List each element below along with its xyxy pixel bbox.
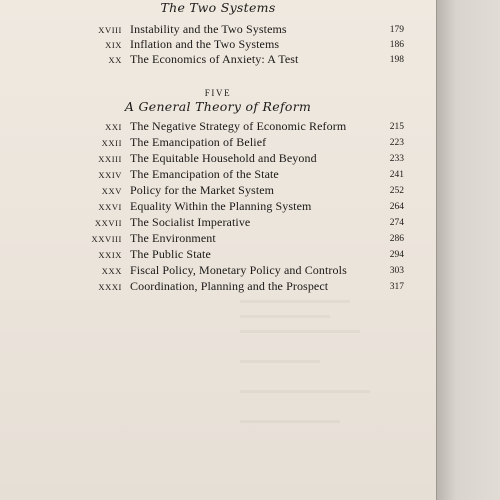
page-number: 215 xyxy=(389,122,404,132)
chapter-number: XXX xyxy=(101,266,122,276)
toc-entry[interactable] xyxy=(40,215,416,230)
show-through-text xyxy=(240,390,370,393)
page-number: 198 xyxy=(389,55,404,65)
chapter-title: The Emancipation of Belief xyxy=(130,135,267,149)
page-number: 233 xyxy=(389,154,404,164)
chapter-title: The Economics of Anxiety: A Test xyxy=(130,52,299,66)
chapter-title: Equality Within the Planning System xyxy=(130,199,312,213)
toc-entry[interactable] xyxy=(40,37,416,52)
chapter-number: XXIV xyxy=(98,170,122,180)
chapter-title: The Negative Strategy of Economic Reform xyxy=(130,119,347,133)
chapter-title: Policy for the Market System xyxy=(130,183,275,197)
toc-entry[interactable] xyxy=(40,167,416,182)
page-number: 241 xyxy=(389,170,404,180)
show-through-text xyxy=(240,420,340,423)
page-number: 294 xyxy=(389,250,404,260)
toc-entry[interactable] xyxy=(40,199,416,214)
toc-entry[interactable] xyxy=(40,263,416,278)
chapter-number: XXIII xyxy=(98,154,122,164)
toc-entry[interactable] xyxy=(40,151,416,166)
chapter-title: The Public State xyxy=(130,247,211,261)
toc-entry[interactable] xyxy=(40,247,416,262)
part-title: The Two Systems xyxy=(160,0,276,15)
chapter-title: Coordination, Planning and the Prospect xyxy=(130,279,329,293)
page-number: 186 xyxy=(389,40,404,50)
chapter-number: XXI xyxy=(105,122,122,132)
page-number: 317 xyxy=(389,282,404,292)
show-through-text xyxy=(240,300,350,303)
chapter-number: XXVIII xyxy=(91,234,122,244)
chapter-number: XXII xyxy=(101,138,122,148)
chapter-number: XIX xyxy=(105,40,122,50)
chapter-title: The Environment xyxy=(130,231,216,245)
page-number: 252 xyxy=(389,186,404,196)
toc-entry[interactable] xyxy=(40,52,416,67)
toc-entry[interactable] xyxy=(40,135,416,150)
chapter-number: XXXI xyxy=(98,282,122,292)
chapter-number: XVIII xyxy=(98,25,122,35)
part-title: A General Theory of Reform xyxy=(124,99,312,114)
show-through-text xyxy=(240,315,330,318)
chapter-number: XXV xyxy=(101,186,122,196)
chapter-title: Fiscal Policy, Monetary Policy and Controls xyxy=(130,263,347,277)
page-number: 303 xyxy=(389,266,404,276)
page-number: 179 xyxy=(389,25,404,35)
page-number: 286 xyxy=(389,234,404,244)
chapter-title: The Socialist Imperative xyxy=(130,215,251,229)
adjacent-page-edge xyxy=(436,0,500,500)
toc-entry[interactable] xyxy=(40,279,416,294)
page-number: 264 xyxy=(389,202,404,212)
chapter-title: The Equitable Household and Beyond xyxy=(130,151,317,165)
show-through-text xyxy=(240,330,360,333)
toc-entry[interactable] xyxy=(40,119,416,134)
chapter-number: XXVI xyxy=(98,202,122,212)
chapter-title: Instability and the Two Systems xyxy=(130,22,287,36)
page-number: 274 xyxy=(389,218,404,228)
toc-entry[interactable] xyxy=(40,22,416,37)
part-label: FIVE xyxy=(204,88,232,98)
chapter-number: XX xyxy=(108,55,122,65)
show-through-text xyxy=(240,360,320,363)
chapter-number: XXIX xyxy=(98,250,122,260)
toc-entry[interactable] xyxy=(40,183,416,198)
chapter-number: XXVII xyxy=(94,218,122,228)
chapter-title: Inflation and the Two Systems xyxy=(130,37,280,51)
page-number: 223 xyxy=(389,138,404,148)
chapter-title: The Emancipation of the State xyxy=(130,167,279,181)
toc-entry[interactable] xyxy=(40,231,416,246)
